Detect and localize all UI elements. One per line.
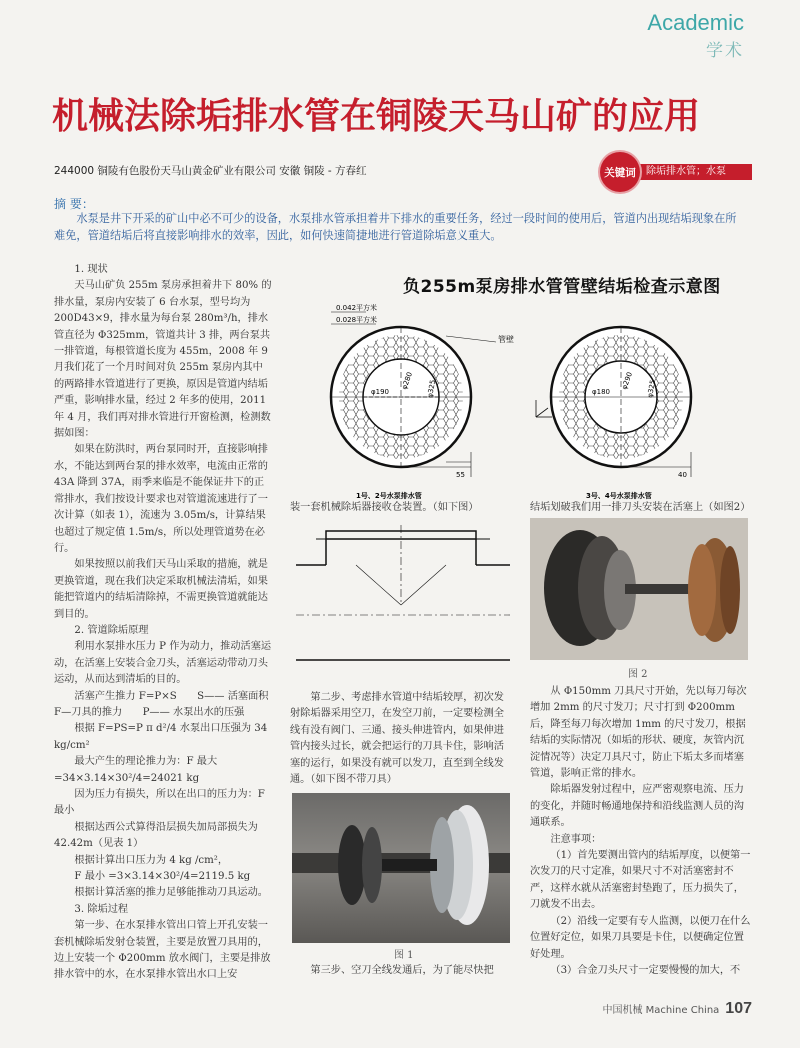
figure-1-caption: 图 1 [394, 950, 414, 961]
receiver-chamber-diagram [296, 525, 510, 685]
label-d325: φ325 [426, 379, 438, 399]
journal-name: 中国机械 Machine China [602, 1005, 720, 1016]
figure-1-photo [292, 793, 510, 943]
keywords-label: 关键词 [600, 152, 640, 192]
paragraph: 根据达西公式算得沿层损失加局部损失为 42.42m（见表 1） [54, 821, 258, 850]
empty-piston-image [292, 793, 510, 943]
cutter-piston-image [530, 518, 748, 660]
column-middle-top [290, 500, 510, 516]
pipe-section-left [326, 312, 496, 477]
label-d280: φ280 [400, 371, 415, 391]
column-right-top [530, 500, 752, 516]
figure-2-caption: 图 2 [628, 669, 648, 680]
label-d190: φ190 [371, 388, 389, 396]
label-pipe-wall: 管壁 [498, 335, 514, 344]
note-item: （3）合金刀头尺寸一定要慢慢的加大，不 [550, 964, 741, 976]
label-dim55: 55 [456, 471, 465, 479]
section-label-cn: 学术 [706, 41, 744, 61]
column-right-bottom [530, 684, 752, 979]
notes-heading: 注意事项： [550, 833, 602, 845]
page-number: 107 [725, 1000, 752, 1017]
keywords-badge [600, 152, 755, 190]
paragraph: 装一套机械除垢器接收仓装置。（如下图） [290, 502, 479, 513]
formula-line: F 最小 =3×3.14×30²/4=2119.5 kg [74, 871, 251, 883]
note-item: （2）沿线一定要有专人监测，以便刀在什么位置好定位，如果刀具要是卡住，以便确定位置好处理。 [530, 915, 751, 960]
heading-principle: 2. 管道除垢原理 [74, 624, 149, 636]
axis-arrow-icon [536, 400, 552, 417]
label-wall-area: 0.042平方米 [336, 304, 378, 312]
paragraph: 根据计算活塞的推力足够能推动刀具运动。 [74, 887, 268, 899]
paragraph: 除垢器发射过程中，应严密观察电流、压力的变化，并随时畅通地保持和沿线监测人员的沟通联系。 [530, 784, 744, 829]
formula-line: 根据 F=PS=P π d²/4 水泵出口压强为 34 kg/cm² [54, 723, 268, 751]
heading-status: 1. 现状 [74, 264, 108, 275]
label-d290: φ290 [620, 371, 635, 391]
figure-2-photo [530, 518, 748, 660]
column-middle-mid [290, 690, 510, 788]
paragraph: 从 Φ150mm 刀具尺寸开始，先以每刀每次增加 2mm 的尺寸发刀；尺寸打到 Φ200mm 后，降至每刀每次增加 1mm 的尺寸发刀，根据结垢的实际情况（如垢的形状、硬度，灰管内沉淀情况等）决定刀具尺寸，防止下垢太多而堵塞管道，影响正常的排水。 [530, 686, 747, 780]
label-dim40: 40 [678, 471, 687, 479]
paragraph: 利用水泵排水压力 P 作为动力，推动活塞运动，在活塞上安装合金刀头，活塞运动带动刀头运动，从而达到清垢的目的。 [54, 641, 272, 686]
formula-line: 根据计算出口压力为 4 kg /cm²， [74, 854, 229, 866]
column-middle-bottom [290, 963, 510, 979]
abstract-text: 水泵是井下开采的矿山中必不可少的设备，水泵排水管承担着井下排水的重要任务，经过一段时间的使用后，管道内出现结垢现象在所难免，管道结垢后将直接影响排水的效率，因此，如何快速简捷地进行管道除垢意义重大。 [54, 212, 737, 242]
paragraph: 因为压力有损失，所以在出口的压力为：F 最小 [54, 789, 265, 817]
note-item: （1）首先要测出管内的结垢厚度，以便第一次发刀的尺寸定准，如果尺寸不对活塞密封不严，这样水就从活塞密封垫跑了，压力损失了，刀就发不出去。 [530, 850, 751, 911]
pipe-section-right [546, 322, 696, 477]
paragraph: 如果在防洪时，两台泵同时开，直接影响排水，不能达到两台泵的排水效率，电流由正常的 43A 降到 37A，雨季来临是不能保证井下的正常排水，我们按设计要求也对管道流速进行了一次计算（如表 1），流速为 3.05m/s，计算结果也超过了规定值 1.5m/s，所以处理管道势在必行。 [54, 444, 268, 554]
formula-line: 活塞产生推力 F=P×S S—— 活塞面积 F—刀具的推力 P—— 水泵出水的压强 [54, 690, 279, 718]
label-d180: φ180 [592, 388, 610, 396]
paragraph: 第二步、考虑排水管道中结垢较厚，初次发射除垢器采用空刀，在发空刀前，一定要检测全线有没有阀门、三通、接头伸进管内，如果伸进管内接头过长，就会把运行的刀具卡住，影响活塞的运行，如果没有就可以发刀，直至到全线发通。（如下图不带刀具） [290, 692, 504, 786]
section-label-en: Academic [647, 10, 744, 35]
label-d325b: φ325 [646, 379, 658, 399]
paragraph: 结垢划破我们用一排刀头安装在活塞上（如图2） [530, 502, 751, 513]
caption-pipe-left: 1号、2号水泵排水管 [356, 492, 422, 500]
author-byline: 244000 铜陵有色股份天马山黄金矿业有限公司 安徽 铜陵 - 方春红 [54, 165, 367, 177]
page-footer [603, 1000, 753, 1018]
column-left [54, 262, 279, 984]
figure-title: 负255m泵房排水管管壁结垢检查示意图 [403, 277, 721, 297]
formula-line: 最大产生的理论推力为：F 最大=34×3.14×30²/4=24021 kg [54, 756, 218, 784]
paragraph: 如果按照以前我们天马山采取的措施，就是更换管道，现在我们决定采取机械法清垢，如果能把管道内的结垢清除掉，不需更换管道就能达到目的。 [54, 559, 268, 620]
paragraph: 第一步、在水泵排水管出口管上开孔安装一套机械除垢发射仓装置，主要是放置刀具用的，边上安装一个 Φ200mm 放水阀门，主要是排放排水管中的水，在水泵排水管出水口上安 [54, 920, 271, 981]
paragraph: 第三步、空刀全线发通后，为了能尽快把 [310, 965, 494, 976]
pipe-scale-diagram [296, 302, 696, 502]
abstract-label: 摘 要： [54, 197, 94, 211]
keywords-value: 除垢排水管；水泵 [636, 164, 752, 180]
heading-process: 3. 除垢过程 [74, 903, 129, 915]
paragraph: 天马山矿负 255m 泵房承担着井下 80% 的排水量，泵房内安装了 6 台水泵，型号均为 200D43×9，排水量为每台泵 280m³/h，排水管直径为 Φ325mm，管道共计 3 排，两台泵共一排管道，每根管道长度为 455m，2008 年 9 月我们花了一个月时间对负 255m 泵房内其中的两路排水管道进行了更换，原因是管道内结垢严重，影响排水量，经过 2 年多的使用，2011 年 4 月，我们再对排水管进行开窗检测，检测数据如图： [54, 280, 272, 440]
caption-pipe-right: 3号、4号水泵排水管 [586, 492, 652, 500]
label-scale-area: 0.028平方米 [336, 316, 378, 324]
article-title: 机械法除垢排水管在铜陵天马山矿的应用 [52, 96, 701, 137]
